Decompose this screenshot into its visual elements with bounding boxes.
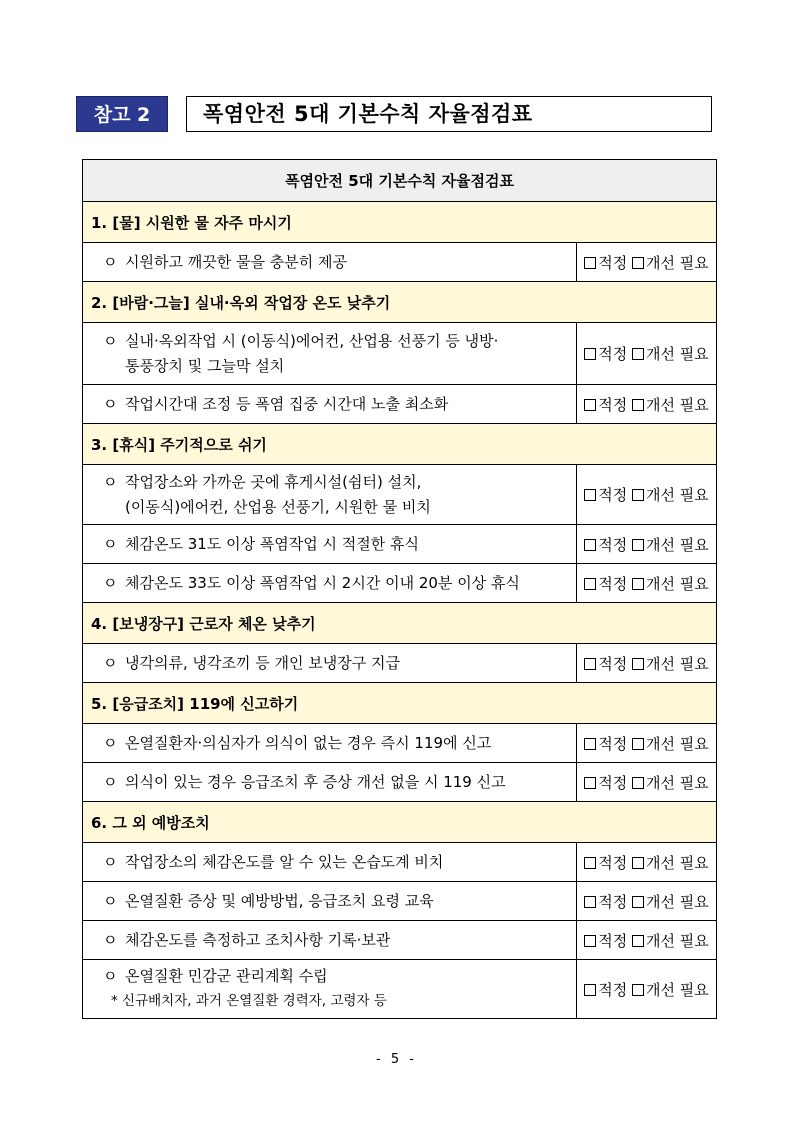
checklist-item-row [83,564,717,603]
title-row [76,96,712,132]
checklist-item-row [83,385,717,424]
checklist-item [83,644,577,683]
check-options [577,644,717,683]
appropriate-checkbox[interactable] [584,539,596,551]
item-text: 시원하고 깨끗한 물을 충분히 제공 [125,252,347,271]
bullet-icon: ㅇ [103,967,118,985]
section-title: 6. 그 외 예방조치 [83,802,717,843]
checklist-table [82,159,717,1019]
item-text: 의식이 있는 경우 응급조치 후 증상 개선 없을 시 119 신고 [125,772,506,791]
appropriate-checkbox[interactable] [584,489,596,501]
table-header-row [83,160,717,202]
improvement-label: 개선 필요 [646,853,709,872]
checklist-item-row [83,323,717,385]
bullet-icon: ㅇ [103,472,118,491]
improvement-checkbox[interactable] [632,738,644,750]
checklist-item-row [83,644,717,683]
improvement-checkbox[interactable] [632,578,644,590]
bullet-icon: ㅇ [103,733,118,752]
section-row [83,802,717,843]
section-row [83,202,717,243]
appropriate-checkbox[interactable] [584,257,596,269]
check-options [577,465,717,525]
item-text: 냉각의류, 냉각조끼 등 개인 보냉장구 지급 [125,653,400,672]
appropriate-checkbox[interactable] [584,896,596,908]
appropriate-checkbox[interactable] [584,777,596,789]
improvement-checkbox[interactable] [632,348,644,360]
appropriate-label: 적정 [598,345,628,363]
checklist-item-row [83,882,717,921]
improvement-checkbox[interactable] [632,489,644,501]
appropriate-checkbox[interactable] [584,578,596,590]
check-options [577,564,717,603]
section-title: 5. [응급조치] 119에 신고하기 [83,683,717,724]
item-text: 통풍장치 및 그늘막 설치 [125,356,285,375]
checklist-item [83,763,577,802]
appropriate-checkbox[interactable] [584,399,596,411]
appropriate-label: 적정 [598,931,628,950]
table-header: 폭염안전 5대 기본수칙 자율점검표 [83,160,717,202]
item-text: (이동식)에어컨, 산업용 선풍기, 시원한 물 비치 [125,497,431,516]
improvement-label: 개선 필요 [646,486,709,504]
section-title: 4. [보냉장구] 근로자 체온 낮추기 [83,603,717,644]
checklist-item-row [83,921,717,960]
bullet-icon: ㅇ [103,394,118,413]
appropriate-label: 적정 [598,486,628,504]
improvement-label: 개선 필요 [646,395,709,414]
item-text: 온열질환 증상 및 예방방법, 응급조치 요령 교육 [125,891,434,910]
check-options [577,763,717,802]
checklist-item [83,843,577,882]
checklist-item-row [83,843,717,882]
item-text: 온열질환 민감군 관리계획 수립 [125,967,328,985]
item-text: 작업시간대 조정 등 폭염 집중 시간대 노출 최소화 [125,394,449,413]
checklist-item [83,564,577,603]
checklist-item [83,960,577,1019]
item-text: 작업장소와 가까운 곳에 휴게시설(쉼터) 설치, [125,472,422,491]
improvement-label: 개선 필요 [646,734,709,753]
appropriate-checkbox[interactable] [584,738,596,750]
checklist-item-row [83,525,717,564]
check-options [577,960,717,1019]
improvement-label: 개선 필요 [646,931,709,950]
section-row [83,683,717,724]
item-text: 온열질환자·의심자가 의식이 없는 경우 즉시 119에 신고 [125,733,492,752]
appropriate-checkbox[interactable] [584,935,596,947]
bullet-icon: ㅇ [103,653,118,672]
section-title: 2. [바람·그늘] 실내·옥외 작업장 온도 낮추기 [83,282,717,323]
appropriate-checkbox[interactable] [584,857,596,869]
improvement-label: 개선 필요 [646,654,709,673]
bullet-icon: ㅇ [103,852,118,871]
checklist-item-row [83,763,717,802]
bullet-icon: ㅇ [103,331,118,350]
checklist-item [83,465,577,525]
check-options [577,882,717,921]
appropriate-label: 적정 [598,253,628,272]
appropriate-label: 적정 [598,892,628,911]
improvement-checkbox[interactable] [632,984,644,996]
checklist-item [83,243,577,282]
appropriate-label: 적정 [598,853,628,872]
improvement-checkbox[interactable] [632,399,644,411]
checklist-item-row [83,465,717,525]
section-title: 3. [휴식] 주기적으로 쉬기 [83,424,717,465]
check-options [577,323,717,385]
check-options [577,843,717,882]
checklist-item [83,724,577,763]
improvement-checkbox[interactable] [632,777,644,789]
checklist-item-row [83,960,717,1019]
bullet-icon: ㅇ [103,891,118,910]
improvement-checkbox[interactable] [632,857,644,869]
item-text: 체감온도 31도 이상 폭염작업 시 적절한 휴식 [125,534,420,553]
checklist-item [83,385,577,424]
bullet-icon: ㅇ [103,772,118,791]
check-options [577,525,717,564]
item-note: * 신규배치자, 과거 온열질환 경력자, 고령자 등 [111,993,387,1009]
appropriate-label: 적정 [598,535,628,554]
page-title: 폭염안전 5대 기본수칙 자율점검표 [186,96,712,132]
item-text: 실내·옥외작업 시 (이동식)에어컨, 산업용 선풍기 등 냉방· [125,331,499,350]
bullet-icon: ㅇ [103,252,118,271]
improvement-checkbox[interactable] [632,658,644,670]
checklist-item [83,323,577,385]
improvement-label: 개선 필요 [646,535,709,554]
bullet-icon: ㅇ [103,573,118,592]
appropriate-label: 적정 [598,773,628,792]
improvement-label: 개선 필요 [646,253,709,272]
appropriate-checkbox[interactable] [584,658,596,670]
checklist-item [83,882,577,921]
improvement-label: 개선 필요 [646,980,709,999]
appropriate-checkbox[interactable] [584,984,596,996]
improvement-label: 개선 필요 [646,574,709,593]
section-row [83,282,717,323]
appropriate-label: 적정 [598,980,628,999]
section-title: 1. [물] 시원한 물 자주 마시기 [83,202,717,243]
checklist-item-row [83,724,717,763]
check-options [577,243,717,282]
item-text: 체감온도를 측정하고 조치사항 기록·보관 [125,930,391,949]
check-options [577,385,717,424]
bullet-icon: ㅇ [103,534,118,553]
improvement-label: 개선 필요 [646,345,709,363]
checklist-item-row [83,243,717,282]
improvement-label: 개선 필요 [646,892,709,911]
improvement-checkbox[interactable] [632,896,644,908]
checklist-item [83,525,577,564]
appropriate-label: 적정 [598,654,628,673]
appropriate-label: 적정 [598,574,628,593]
improvement-checkbox[interactable] [632,257,644,269]
check-options [577,724,717,763]
appropriate-label: 적정 [598,734,628,753]
reference-badge: 참고 2 [76,96,168,132]
item-text: 체감온도 33도 이상 폭염작업 시 2시간 이내 20분 이상 휴식 [125,573,520,592]
improvement-checkbox[interactable] [632,539,644,551]
section-row [83,603,717,644]
improvement-checkbox[interactable] [632,935,644,947]
appropriate-checkbox[interactable] [584,348,596,360]
checklist-item [83,921,577,960]
check-options [577,921,717,960]
page-number: - 5 - [376,1052,417,1067]
appropriate-label: 적정 [598,395,628,414]
bullet-icon: ㅇ [103,930,118,949]
item-text: 작업장소의 체감온도를 알 수 있는 온습도계 비치 [125,852,444,871]
section-row [83,424,717,465]
improvement-label: 개선 필요 [646,773,709,792]
